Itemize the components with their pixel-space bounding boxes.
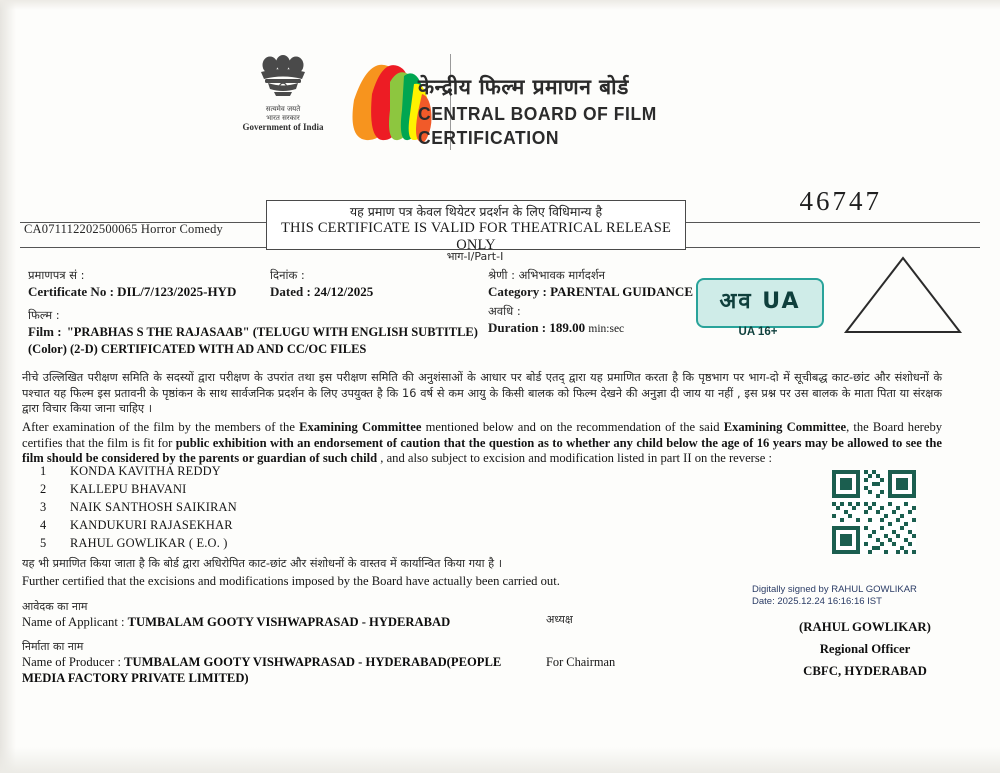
film-line — [28, 323, 488, 357]
list-item — [40, 462, 560, 480]
applicant-block — [22, 600, 542, 630]
body-en-bold2: Examining Committee — [723, 420, 847, 434]
national-emblem-block — [240, 52, 326, 133]
emblem-sub-hindi: भारत सरकार — [266, 114, 300, 122]
rating-badge-text — [698, 280, 822, 324]
certificate-number-line — [28, 283, 258, 300]
category-line-english — [488, 283, 708, 300]
film-label-english: Film : — [28, 324, 62, 339]
category-value-english: PARENTAL GUIDANCE — [550, 284, 693, 299]
rating-badge-sub: UA 16+ — [738, 326, 778, 338]
rating-badge-english: UA — [762, 289, 801, 314]
further-certified-english: Further certified that the excisions and modifications imposed by the Board have actually been carried out. — [22, 574, 560, 588]
list-item — [40, 516, 560, 534]
producer-label-hindi: निर्माता का नाम — [22, 640, 84, 653]
rating-badge-hindi: अव — [719, 289, 753, 314]
digital-signature-block — [752, 584, 982, 607]
body-en-part2: mentioned below and on the recommendation of the said — [421, 420, 724, 434]
body-en-bold3: public exhibition with an endorsement of caution that the question as to whether any child below the age of 16 years may be allowed to see the film should be considered by the parents or guardian of such child — [22, 435, 942, 465]
committee-member-name: RAHUL GOWLIKAR ( E.O. ) — [70, 536, 228, 550]
date-label-english: Dated : — [270, 284, 311, 299]
category-block — [488, 268, 708, 338]
digital-signature-line2: Date: 2025.12.24 16:16:16 IST — [752, 595, 882, 607]
signatory-name: (RAHUL GOWLIKAR) — [799, 620, 931, 634]
committee-member-name: KALLEPU BHAVANI — [70, 482, 187, 496]
committee-member-name: KANDUKURI RAJASEKHAR — [70, 518, 233, 532]
applicant-line — [22, 614, 542, 630]
category-label-hindi: श्रेणी : — [488, 268, 515, 282]
certificate-number-value: DIL/7/123/2025-HYD — [117, 284, 237, 299]
committee-index: 1 — [40, 464, 47, 478]
committee-member-name: KONDA KAVITHA REDDY — [70, 464, 221, 478]
film-label-hindi: फिल्म : — [28, 308, 60, 322]
producer-value: TUMBALAM GOOTY VISHWAPRASAD - HYDERABAD(PEOPLE MEDIA FACTORY PRIVATE LIMITED) — [22, 655, 502, 685]
triangle-mark-icon — [840, 252, 966, 338]
board-name-block — [418, 74, 758, 150]
body-en-part3: , the Board hereby certifies that the film is fit for — [22, 420, 943, 450]
certificate-label-hindi: प्रमाणपत्र सं : — [28, 268, 85, 282]
producer-label-english: Name of Producer : — [22, 655, 121, 669]
committee-index: 5 — [40, 536, 47, 550]
validity-hindi: यह प्रमाण पत्र केवल थियेटर प्रदर्शन के लिए विधिमान्य है — [349, 204, 603, 219]
list-item — [40, 498, 560, 516]
emblem-sub-english: Government of India — [242, 122, 324, 132]
validity-english: THIS CERTIFICATE IS VALID FOR THEATRICAL RELEASE ONLY — [280, 220, 672, 253]
category-value-hindi: अभिभावक मार्गदर्शन — [518, 268, 606, 282]
scan-edge-bottom — [0, 747, 1000, 773]
scan-edge-top — [0, 0, 1000, 10]
date-line — [270, 283, 460, 300]
producer-block — [22, 640, 542, 686]
signatory-designation: Regional Officer — [819, 642, 911, 656]
committee-index: 2 — [40, 482, 47, 496]
certificate-label-english: Certificate No : — [28, 284, 114, 299]
date-block — [270, 268, 460, 300]
certificate-number-block — [28, 268, 258, 300]
further-certified-hindi: यह भी प्रमाणित किया जाता है कि बोर्ड द्वारा अधिरोपित काट-छांट और संशोधनों के वास्तव में कार्यान्वित किया गया है । — [22, 557, 502, 570]
validity-box — [266, 200, 686, 253]
certificate-details — [22, 268, 980, 358]
chairman-label-hindi: अध्यक्ष — [546, 613, 573, 626]
committee-index: 4 — [40, 518, 47, 532]
board-name-hindi: केन्द्रीय फिल्म प्रमाणन बोर्ड — [418, 75, 629, 99]
list-item — [40, 534, 560, 552]
list-item — [40, 480, 560, 498]
duration-line — [488, 319, 708, 338]
applicant-label-hindi: आवेदक का नाम — [22, 600, 88, 613]
part-label: भाग-I/Part-I — [446, 250, 504, 263]
application-code: CA071112202500065 Horror Comedy — [24, 222, 224, 236]
applicant-label-english: Name of Applicant : — [22, 615, 125, 629]
rating-badge — [696, 278, 824, 328]
signatory-block — [740, 616, 990, 682]
emblem-motto: सत्यमेव जयते — [265, 105, 301, 113]
board-name-english: CENTRAL BOARD OF FILM CERTIFICATION — [418, 104, 657, 148]
signatory-office: CBFC, HYDERABAD — [803, 664, 927, 678]
producer-line — [22, 654, 542, 686]
duration-value: 189.00 — [549, 320, 586, 335]
rule-top-right — [684, 222, 980, 223]
document-header — [240, 52, 760, 162]
body-paragraph-english — [22, 420, 942, 467]
body-paragraph-hindi: नीचे उल्लिखित परीक्षण समिति के सदस्यों द्वारा परीक्षण के उपरांत तथा इस परीक्षण समिति की अनुशंसाओं के आधार पर बोर्ड एतद् द्वारा यह प्रमाणित करता है कि पृष्ठभाग पर भाग-दो में सूचीबद्ध काट-छांट और संशोधनों के पश्चात यह फिल्म इस प्रतावनी के पृष्ठांकन के साथ सार्वजनिक प्रदर्शन के लिए उपयुक्त है कि 16 वर्ष से कम आयु के किसी बालक को फिल्म देखने की अनुज्ञा दी जाय या नहीं , इस प्रश्न पर उस बालक के माता पिता या संरक्षक द्वारा विचार किया जाना चाहिए । — [22, 371, 942, 415]
film-title-value: "PRABHAS S THE RAJASAAB" (TELUGU WITH ENGLISH SUBTITLE) (Color) (2-D) CERTIFICATED WITH AD AND CC/OC FILES — [28, 325, 478, 356]
duration-label-english: Duration : — [488, 320, 547, 335]
scan-edge-left — [0, 0, 16, 773]
applicant-value: TUMBALAM GOOTY VISHWAPRASAD - HYDERABAD — [127, 615, 451, 629]
qr-code-certificate — [832, 470, 916, 554]
body-en-part1: After examination of the film by the members of the — [22, 420, 300, 434]
duration-unit: min:sec — [588, 323, 625, 335]
date-value: 24/12/2025 — [314, 284, 374, 299]
committee-index: 3 — [40, 500, 47, 514]
digital-signature-line1: Digitally signed by RAHUL GOWLIKAR — [752, 584, 917, 595]
date-label-hindi: दिनांक : — [270, 268, 305, 282]
national-emblem-icon — [241, 52, 325, 104]
category-line-hindi — [488, 268, 708, 283]
category-label-english: Category : — [488, 284, 547, 299]
committee-member-name: NAIK SANTHOSH SAIKIRAN — [70, 500, 237, 514]
film-block — [28, 308, 488, 357]
chairman-label-english: For Chairman — [546, 655, 616, 669]
body-en-part4: , and also subject to excision and modification listed in part II on the reverse : — [377, 451, 772, 465]
examining-committee-list — [40, 462, 560, 552]
duration-label-hindi: अवधि : — [488, 304, 521, 318]
body-en-bold1: Examining Committee — [299, 420, 422, 434]
serial-number: 46747 — [799, 186, 882, 216]
